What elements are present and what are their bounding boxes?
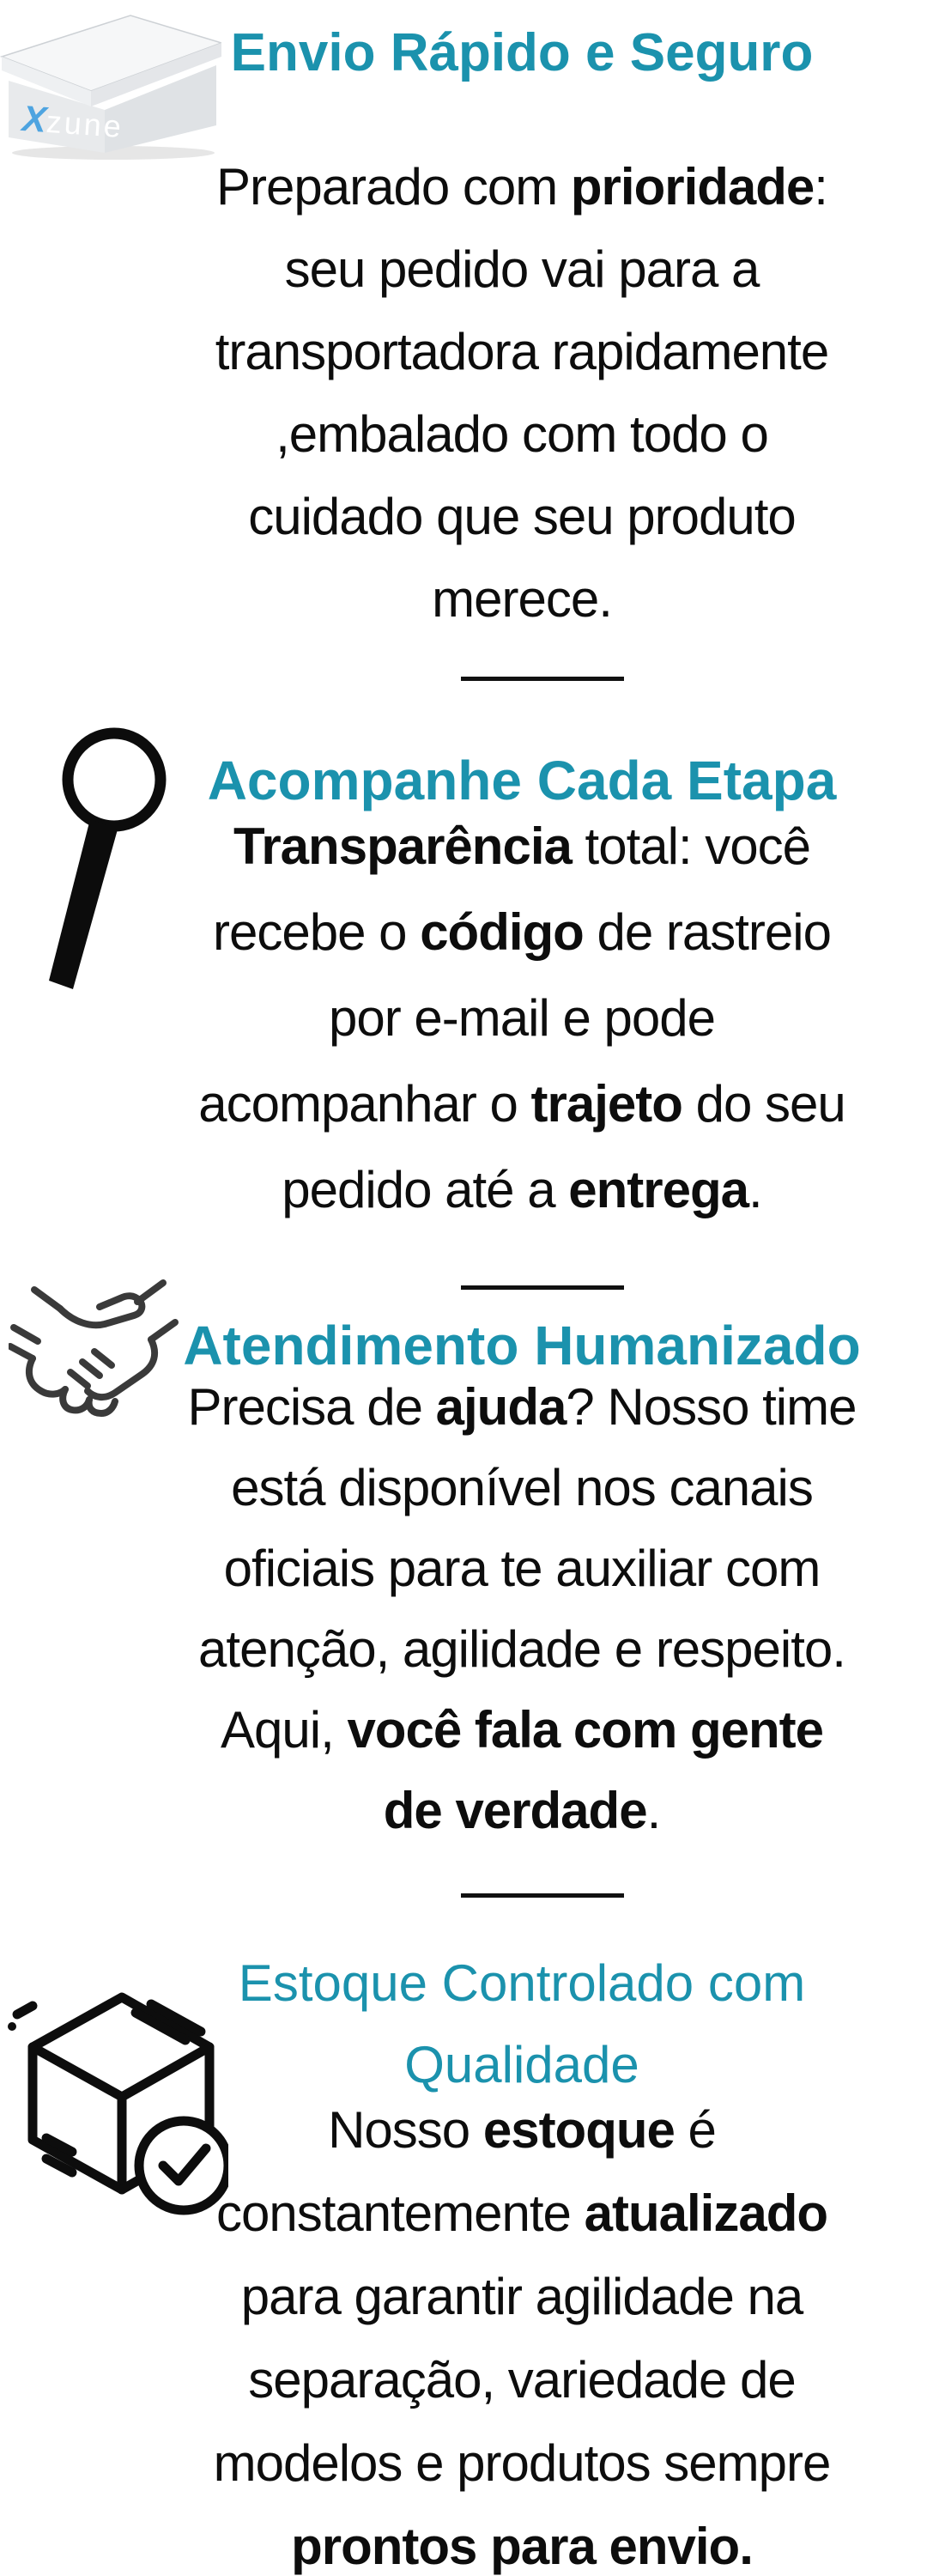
- text-line: ,embalado com todo o: [276, 405, 768, 463]
- section-estoque-paragraph: [129, 2088, 915, 2576]
- text-line: separação, variedade de: [248, 2351, 796, 2409]
- section-envio-heading: Envio Rápido e Seguro: [230, 23, 814, 82]
- section-estoque-heading: [129, 1942, 915, 2105]
- text-line: por e-mail e pode: [329, 989, 715, 1047]
- brand-logo-word: zune: [45, 103, 125, 145]
- text-line: atenção, agilidade e respeito.: [198, 1620, 845, 1678]
- text-line: de verdade.: [383, 1782, 661, 1839]
- text-line: prontos para envio.: [291, 2518, 753, 2575]
- text-line: Precisa de ajuda? Nosso time: [187, 1378, 857, 1436]
- text-line: transportadora rapidamente: [215, 323, 829, 380]
- heading-line: Qualidade: [404, 2036, 639, 2093]
- text-line: cuidado que seu produto: [248, 488, 796, 545]
- text-line: Aqui, você fala com gente: [221, 1701, 823, 1759]
- section-atendimento-paragraph: [129, 1367, 915, 1851]
- section-divider: [461, 677, 624, 681]
- section-divider: [461, 1285, 624, 1290]
- section-envio-paragraph: [129, 146, 915, 641]
- text-line: Transparência total: você: [233, 817, 811, 875]
- text-line: para garantir agilidade na: [240, 2268, 803, 2325]
- text-line: pedido até a entrega.: [282, 1161, 762, 1218]
- brand-logo-x: X: [21, 97, 48, 140]
- text-line: seu pedido vai para a: [284, 240, 760, 298]
- section-atendimento-heading: Atendimento Humanizado: [183, 1315, 861, 1376]
- brand-logo: [21, 98, 124, 146]
- text-line: merece.: [432, 570, 612, 628]
- text-line: Nosso estoque é: [328, 2101, 716, 2159]
- text-line: modelos e produtos sempre: [213, 2434, 831, 2492]
- text-line: constantemente atualizado: [215, 2184, 827, 2242]
- text-line: acompanhar o trajeto do seu: [198, 1075, 845, 1133]
- section-rastreio-heading: Acompanhe Cada Etapa: [207, 750, 837, 811]
- section-divider: [461, 1893, 624, 1898]
- text-line: está disponível nos canais: [231, 1459, 813, 1516]
- text-line: Preparado com prioridade:: [216, 158, 827, 216]
- heading-line: Estoque Controlado com: [238, 1954, 806, 2012]
- section-rastreio-paragraph: [129, 804, 915, 1233]
- text-line: oficiais para te auxiliar com: [223, 1540, 821, 1597]
- text-line: recebe o código de rastreio: [213, 903, 831, 961]
